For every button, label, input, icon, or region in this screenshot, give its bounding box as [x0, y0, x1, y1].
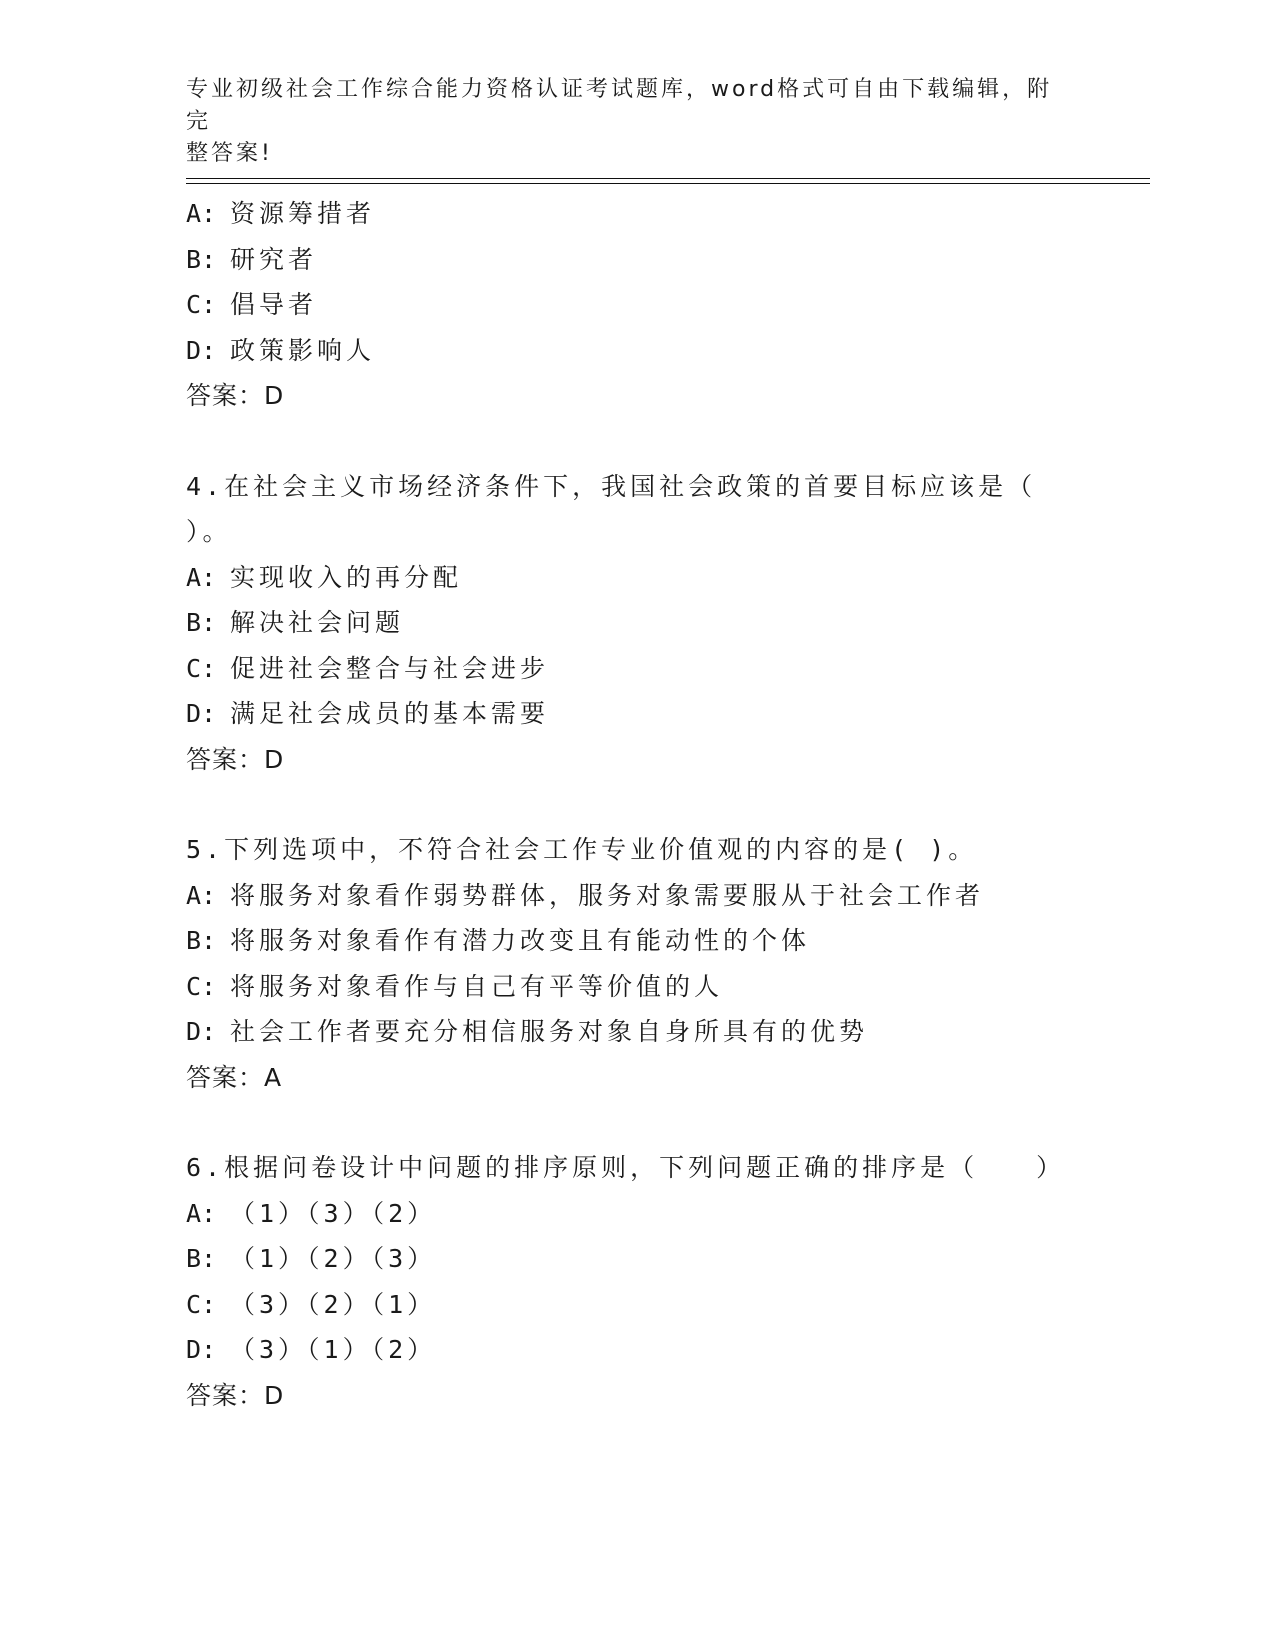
- option-d: [186, 1327, 1126, 1373]
- option-letter: D:: [186, 1017, 217, 1046]
- option-a: [186, 873, 1126, 919]
- option-b: [186, 918, 1126, 964]
- header-line-2: 整答案!: [186, 141, 273, 166]
- option-letter: C:: [186, 971, 217, 1001]
- option-letter: D:: [186, 699, 217, 728]
- option-text: 将服务对象看作弱势群体，服务对象需要服从于社会工作者: [230, 880, 985, 910]
- option-letter: D:: [186, 335, 217, 365]
- question-4: [186, 464, 1126, 783]
- question-6: [186, 1145, 1126, 1418]
- option-text: 倡导者: [230, 290, 318, 319]
- question-text: 4.在社会主义市场经济条件下，我国社会政策的首要目标应该是（: [186, 471, 1037, 501]
- option-text: 政策影响人: [230, 335, 376, 365]
- option-c: [186, 964, 1126, 1010]
- answer-line: 答案：D: [186, 381, 285, 410]
- option-letter: D:: [186, 1335, 217, 1364]
- option-text: （3）（2）（1）: [230, 1289, 437, 1319]
- option-b: [186, 1236, 1126, 1282]
- header-divider-bottom: [186, 183, 1150, 184]
- option-c: [186, 1282, 1126, 1328]
- option-d: [186, 1009, 1126, 1055]
- answer-line: 答案：D: [186, 1380, 285, 1410]
- option-text: 资源筹措者: [230, 199, 376, 228]
- option-text: 满足社会成员的基本需要: [230, 699, 550, 728]
- question-3-options: [186, 191, 1126, 419]
- option-letter: B:: [186, 244, 217, 274]
- option-text: （1）（2）（3）: [230, 1244, 437, 1273]
- option-letter: A:: [186, 562, 217, 592]
- question-text: 5.下列选项中，不符合社会工作专业价值观的内容的是( )。: [186, 835, 978, 864]
- option-letter: C:: [186, 653, 217, 683]
- answer-line: 答案：A: [186, 1062, 283, 1092]
- option-text: 将服务对象看作与自己有平等价值的人: [230, 971, 724, 1001]
- option-letter: C:: [186, 1289, 217, 1319]
- question-text: 6.根据问卷设计中问题的排序原则，下列问题正确的排序是（ ）: [186, 1153, 1066, 1182]
- option-letter: C:: [186, 290, 217, 319]
- option-b: [186, 600, 1126, 646]
- option-letter: B:: [186, 1244, 217, 1273]
- document-header: [186, 74, 1066, 170]
- option-c: [186, 282, 1126, 328]
- option-a: [186, 555, 1126, 601]
- option-c: [186, 646, 1126, 692]
- option-d: [186, 328, 1126, 374]
- option-a: [186, 191, 1126, 237]
- option-letter: A:: [186, 199, 217, 228]
- option-letter: A:: [186, 1198, 217, 1228]
- option-letter: B:: [186, 608, 217, 637]
- option-text: 解决社会问题: [230, 608, 405, 637]
- option-letter: B:: [186, 926, 217, 955]
- answer-line: 答案：D: [186, 744, 285, 774]
- option-text: （1）（3）（2）: [230, 1198, 437, 1228]
- option-text: 促进社会整合与社会进步: [230, 653, 550, 683]
- option-text: 实现收入的再分配: [230, 562, 463, 592]
- question-5: [186, 827, 1126, 1100]
- option-b: [186, 237, 1126, 283]
- option-text: 将服务对象看作有潜力改变且有能动性的个体: [230, 926, 811, 955]
- question-text-continued: ）。: [186, 517, 232, 546]
- header-divider-top: [186, 178, 1150, 179]
- option-a: [186, 1191, 1126, 1237]
- option-d: [186, 691, 1126, 737]
- option-text: 研究者: [230, 244, 318, 274]
- header-line-1: 专业初级社会工作综合能力资格认证考试题库，word格式可自由下载编辑，附完: [186, 77, 1053, 134]
- option-text: （3）（1）（2）: [230, 1335, 437, 1364]
- option-letter: A:: [186, 880, 217, 910]
- document-body: [186, 191, 1126, 1418]
- option-text: 社会工作者要充分相信服务对象自身所具有的优势: [230, 1017, 869, 1046]
